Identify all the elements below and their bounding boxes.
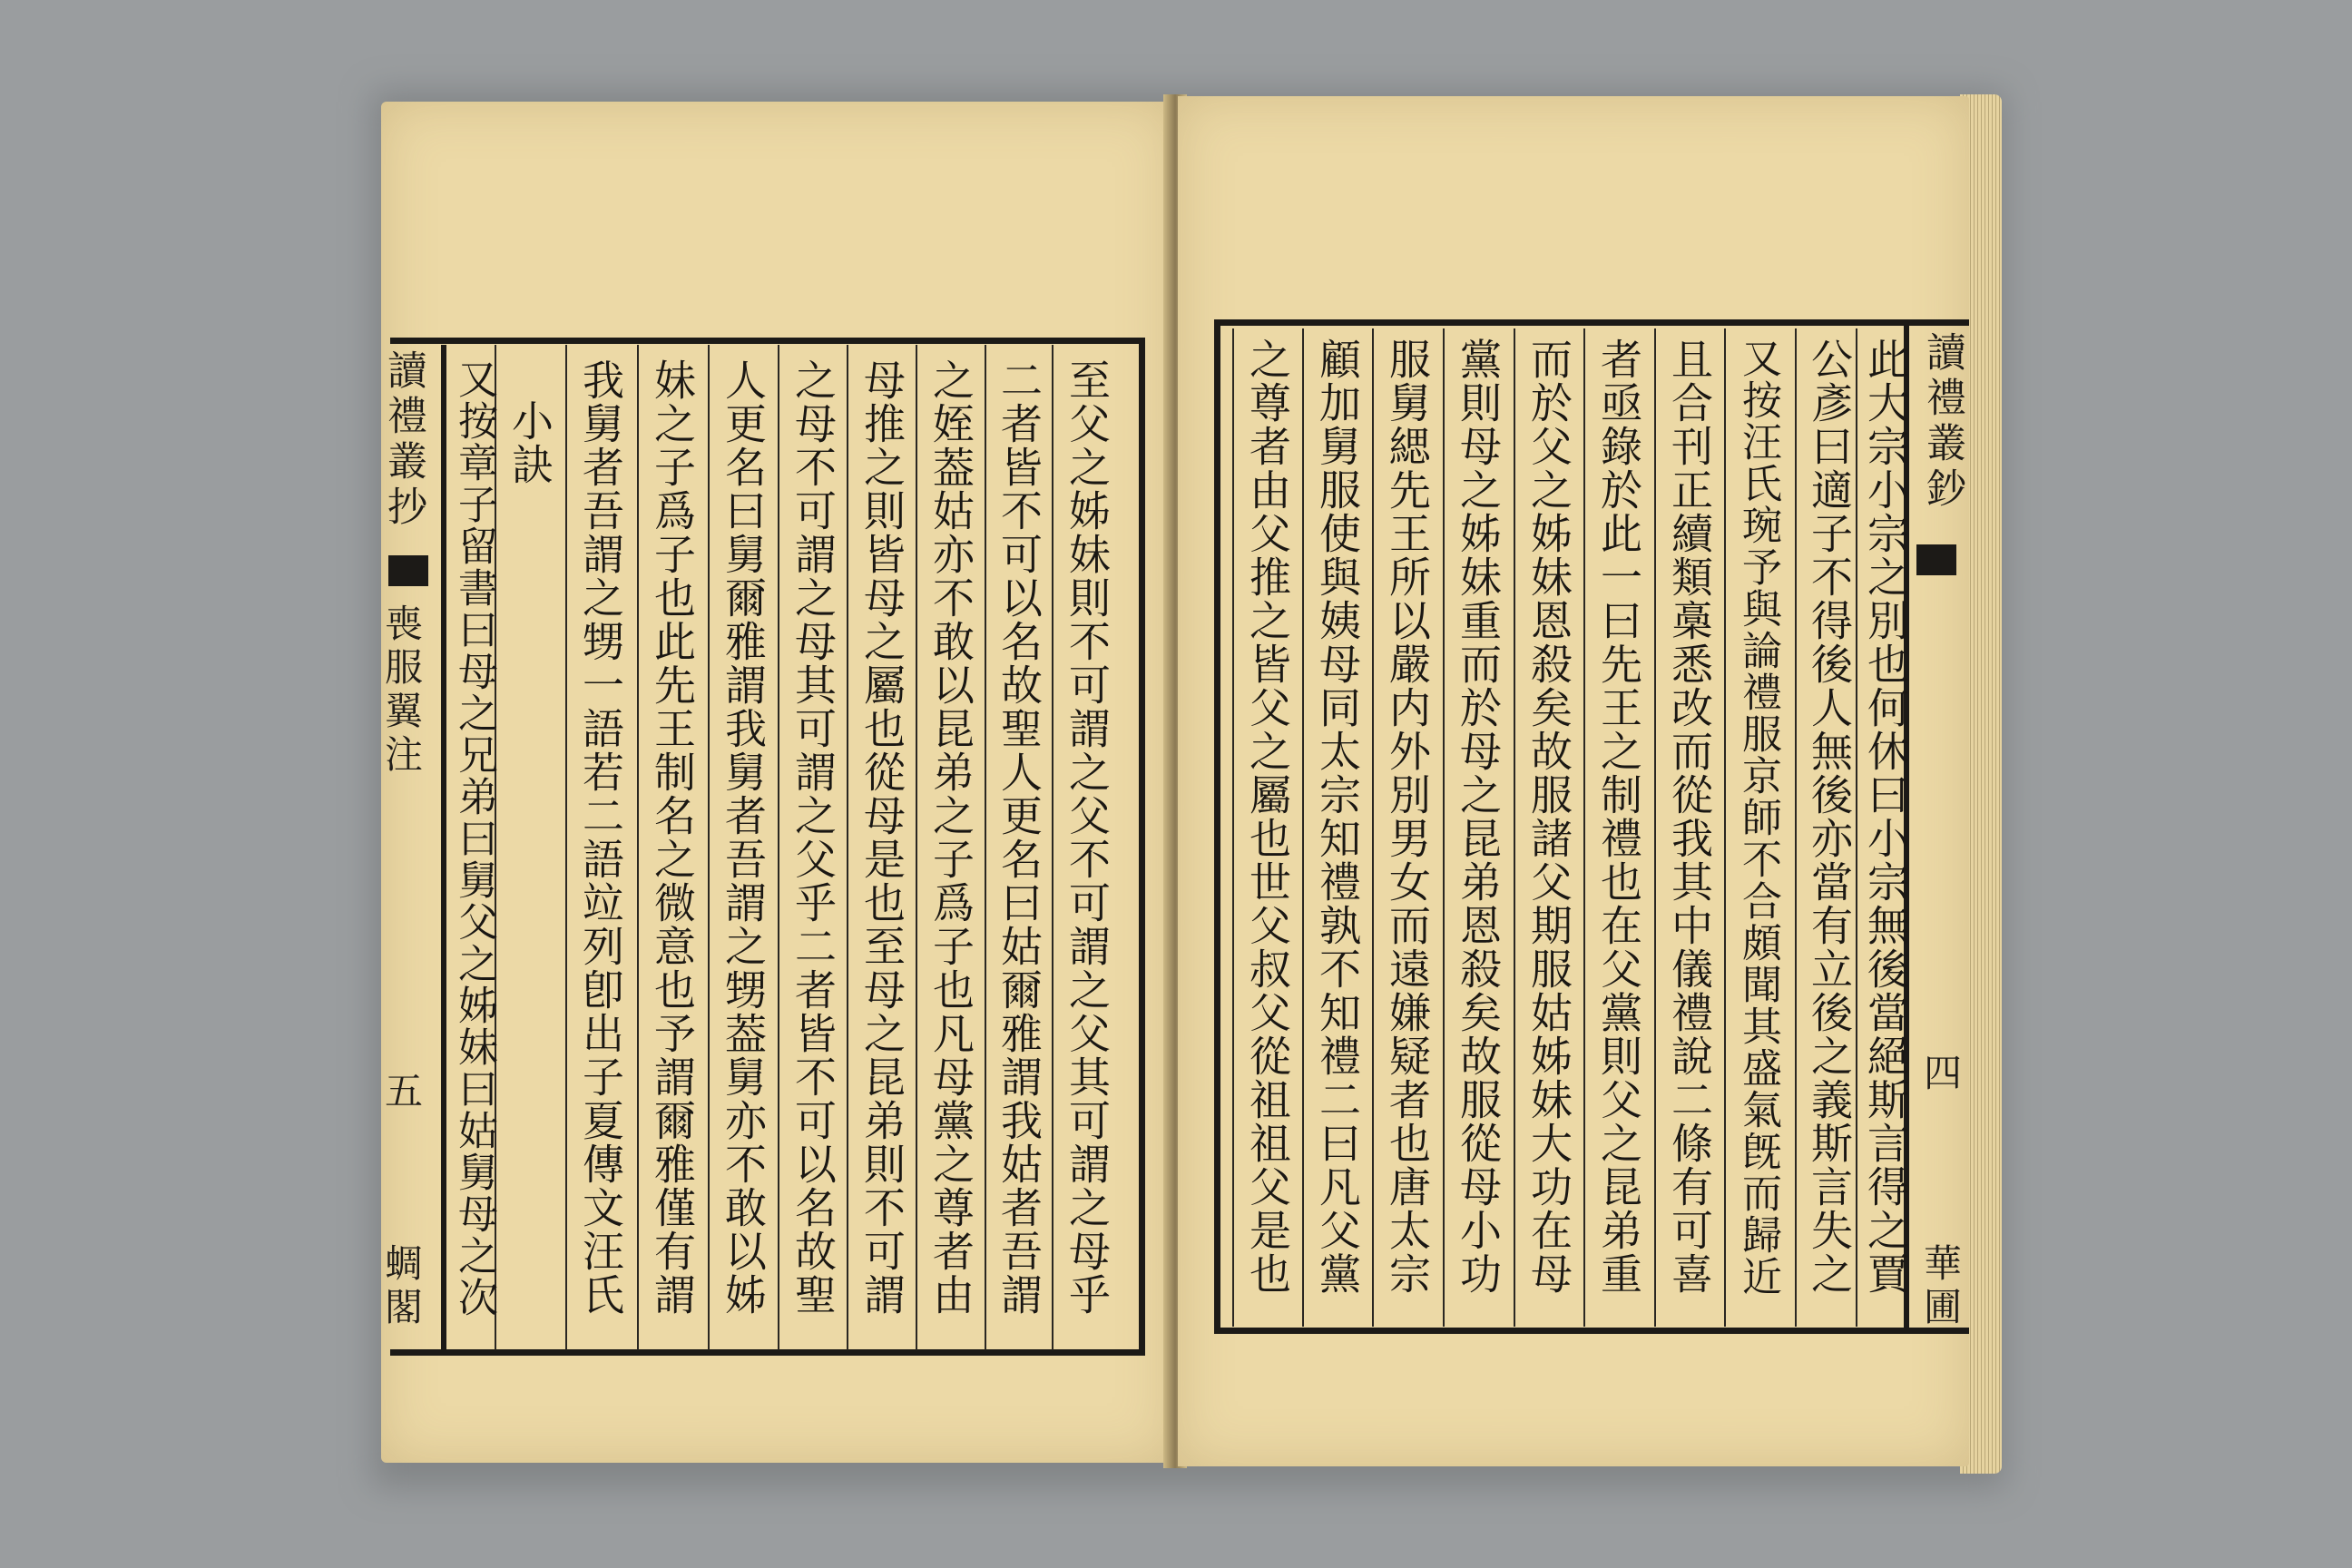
- text-column: 且合刊正續類槀悉改而從我其中儀禮說二條有可喜: [1665, 338, 1714, 1296]
- column-rule: [565, 345, 567, 1350]
- text-column: 之姪葢姑亦不敢以昆弟之子爲子也凡母黨之尊者由: [926, 358, 975, 1317]
- column-rule: [985, 345, 986, 1350]
- left-margin-page-number: 五: [379, 1071, 424, 1114]
- column-rule: [708, 345, 710, 1350]
- column-rule: [1654, 328, 1656, 1327]
- text-column: 至父之姊妹則不可謂之父不可謂之父其可謂之母乎: [1063, 358, 1112, 1317]
- column-rule: [637, 345, 639, 1350]
- text-column: 母推之則皆母之屬也從母是也至母之昆弟則不可謂: [858, 358, 906, 1317]
- text-column: 而於父之姊妹恩殺矣故服諸父期服姑姊妹大功在母: [1524, 338, 1573, 1296]
- column-rule: [1724, 328, 1726, 1327]
- right-margin-publisher: 華圃: [1918, 1243, 1963, 1330]
- text-column: 妹之子爲子也此先王制名之微意也予謂爾雅僅有謂: [648, 358, 697, 1317]
- text-column: 又按章子留書曰母之兄弟曰舅父之姊妹曰姑舅母之次: [451, 358, 497, 1318]
- text-column: 此大宗小宗之別也何休曰小宗無後當絕斯言得之賈: [1861, 338, 1910, 1296]
- text-column: 顧加舅服使與姨母同太宗知禮孰不知禮二曰凡父黨: [1313, 338, 1362, 1296]
- text-column: 我舅者吾謂之甥一語若二語竝列卽出子夏傳文汪氏: [576, 358, 625, 1317]
- text-column: 者亟錄於此一曰先王之制禮也在父黨則父之昆弟重: [1594, 338, 1643, 1296]
- left-margin-publisher: 蜩閣: [379, 1243, 424, 1330]
- text-column: 公彥曰適子不得後人無後亦當有立後之義斯言失之: [1805, 338, 1854, 1296]
- column-rule: [1795, 328, 1797, 1327]
- column-rule: [1052, 345, 1054, 1350]
- right-fish-tail: [1916, 544, 1956, 575]
- text-column: 黨則母之姊妹重而於母之昆弟恩殺矣故服從母小功: [1454, 338, 1503, 1296]
- text-column: 人更名曰舅爾雅謂我舅者吾謂之甥葢舅亦不敢以姊: [719, 358, 768, 1317]
- column-rule: [1232, 328, 1234, 1327]
- text-column: 小訣: [505, 399, 554, 486]
- column-rule: [1583, 328, 1585, 1327]
- left-fish-tail: [388, 555, 428, 586]
- column-rule: [1302, 328, 1304, 1327]
- text-column: 之尊者由父推之皆父之屬也世父叔父從祖祖父是也: [1243, 338, 1292, 1296]
- column-rule: [1443, 328, 1445, 1327]
- text-column: 服舅緦先王所以嚴内外別男女而遠嫌疑者也唐太宗: [1383, 338, 1432, 1296]
- column-rule: [1372, 328, 1374, 1327]
- column-rule: [847, 345, 848, 1350]
- left-margin-section: 喪服翼注: [379, 603, 424, 778]
- column-rule: [916, 345, 917, 1350]
- right-margin-page-number: 四: [1918, 1053, 1963, 1096]
- left-margin-title: 讀禮叢抄: [380, 349, 426, 531]
- text-column: 之母不可謂之母其可謂之父乎二者皆不可以名故聖: [789, 358, 838, 1317]
- right-margin-title: 讀禮叢鈔: [1919, 331, 1965, 513]
- text-column: 二者皆不可以名故聖人更名曰姑爾雅謂我姑者吾謂: [995, 358, 1044, 1317]
- column-rule: [778, 345, 779, 1350]
- column-rule: [1514, 328, 1515, 1327]
- text-column: 又按汪氏琬予與論禮服京師不合頗聞其盛氣旣而歸近: [1735, 338, 1781, 1298]
